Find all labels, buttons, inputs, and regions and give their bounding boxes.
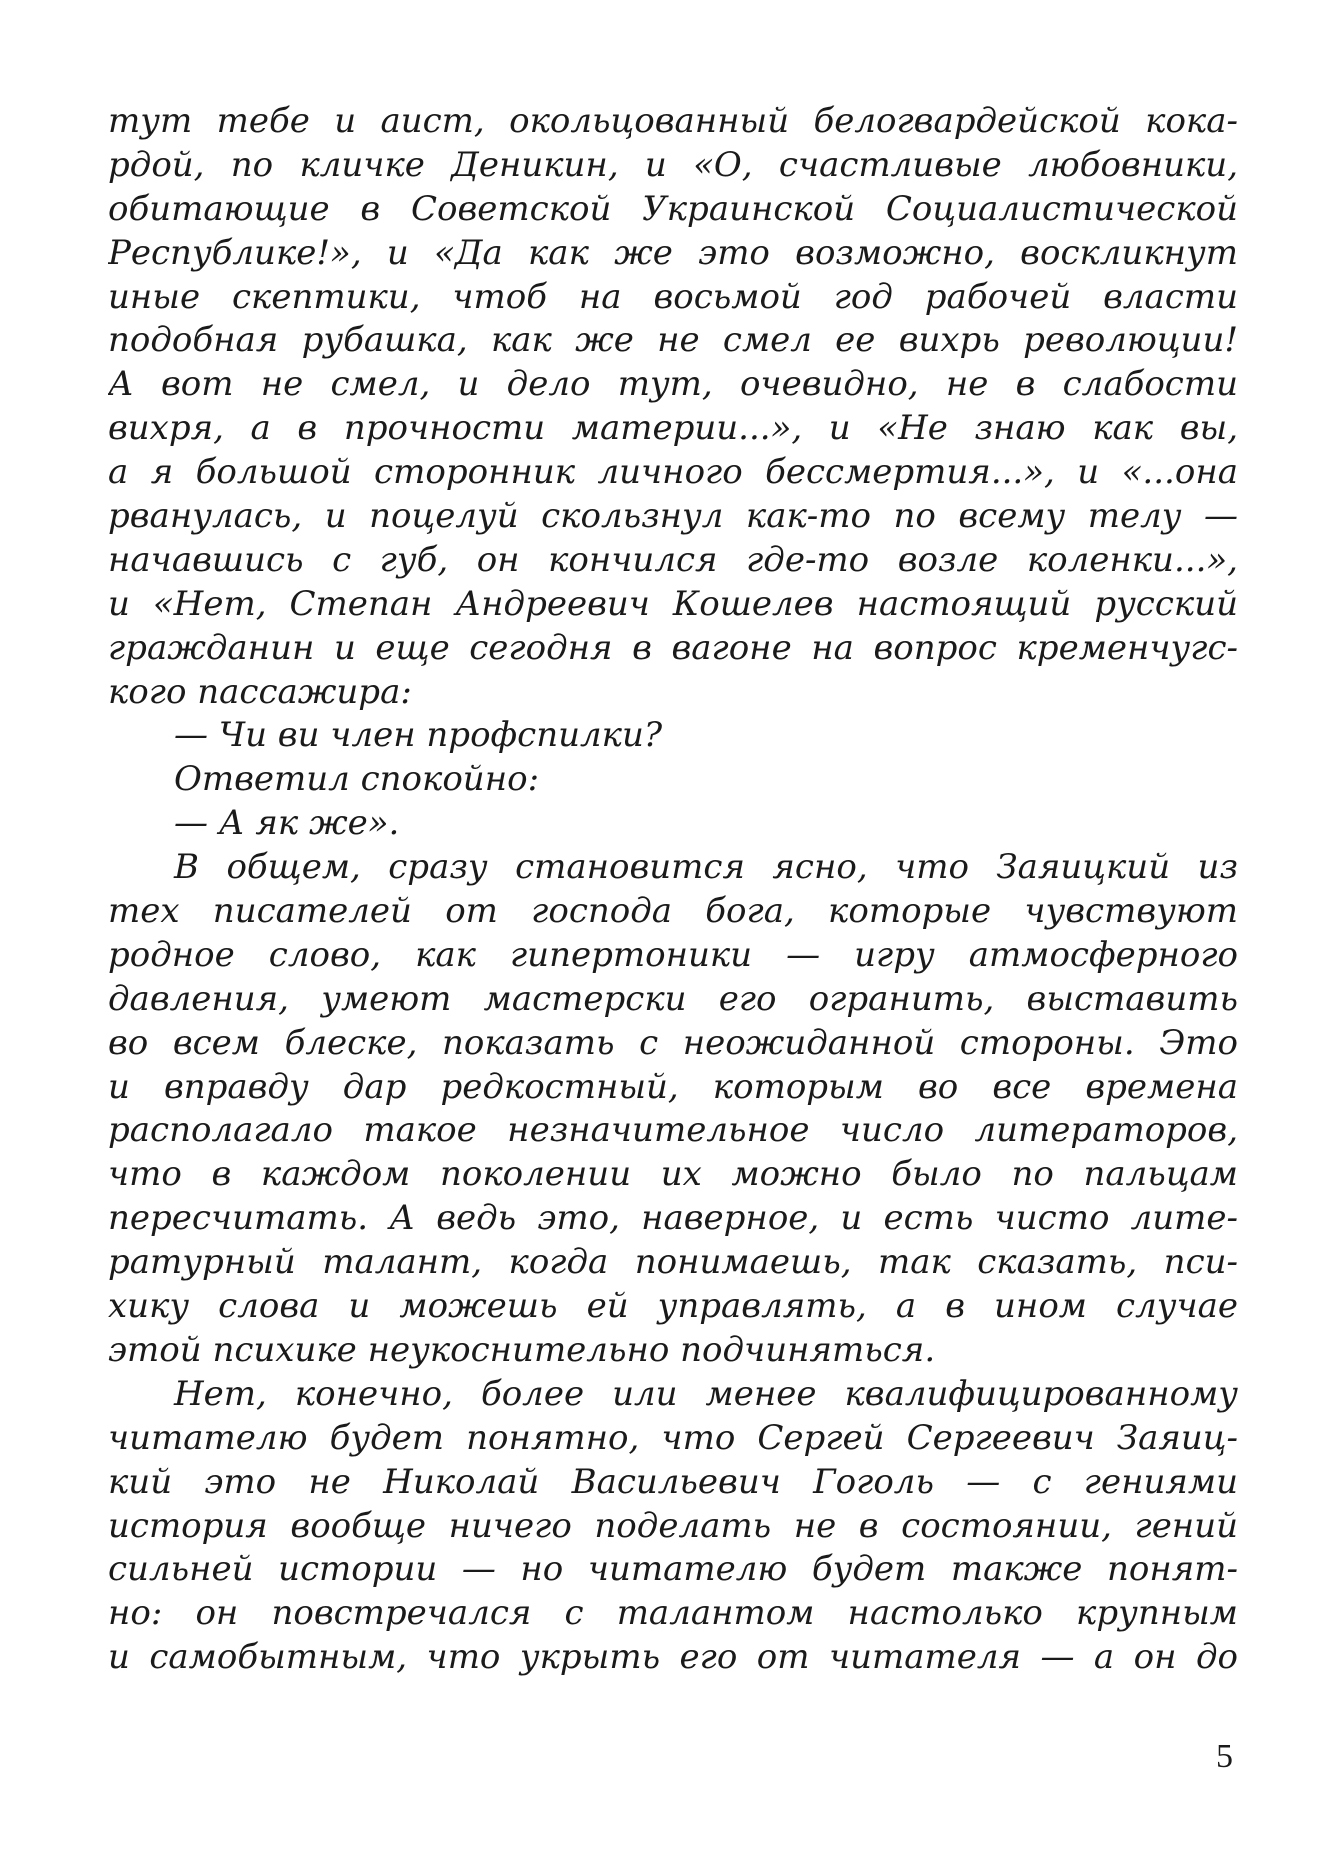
text-line: подобная рубашка, как же не смел ее вихрь революции! bbox=[108, 320, 1238, 361]
text-line: А вот не смел, и дело тут, очевидно, не в слабости bbox=[108, 364, 1238, 405]
text-line: и самобытным, что укрыть его от читателя — а он до bbox=[108, 1637, 1238, 1678]
body-text bbox=[108, 100, 1238, 1680]
text-line: кого пассажира: bbox=[108, 671, 412, 712]
dialogue-line: — А як же». bbox=[174, 803, 400, 844]
text-line: и вправду дар редкостный, которым во все времена bbox=[108, 1066, 1238, 1107]
text-line: этой психике неукоснительно подчиняться. bbox=[108, 1329, 936, 1370]
paragraph-first-line: В общем, сразу становится ясно, что Заяицкий из bbox=[174, 847, 1238, 888]
text-line: ратурный талант, когда понимаешь, так сказать, пси- bbox=[108, 1242, 1238, 1283]
dialogue-line: — Чи ви член профспилки? bbox=[174, 715, 663, 756]
page-number: 5 bbox=[1216, 1738, 1233, 1775]
text-line: тех писателей от господа бога, которые чувствуют bbox=[108, 891, 1238, 932]
text-line: располагало такое незначительное число литераторов, bbox=[108, 1110, 1238, 1151]
text-line: кий это не Николай Васильевич Гоголь — с гениями bbox=[108, 1461, 1238, 1502]
text-line: читателю будет понятно, что Сергей Сергеевич Заяиц- bbox=[108, 1417, 1238, 1458]
text-line: рдой, по кличке Деникин, и «О, счастливые любовники, bbox=[108, 144, 1238, 185]
text-line: гражданин и еще сегодня в вагоне на вопрос кременчугс- bbox=[108, 627, 1238, 668]
text-line: давления, умеют мастерски его огранить, выставить bbox=[108, 978, 1238, 1019]
text-line: рванулась, и поцелуй скользнул как-то по всему телу — bbox=[108, 496, 1238, 537]
paragraph-first-line: Нет, конечно, более или менее квалифицированному bbox=[174, 1373, 1238, 1414]
text-line: во всем блеске, показать с неожиданной стороны. Это bbox=[108, 1022, 1238, 1063]
text-line: сильней истории — но читателю будет также понят- bbox=[108, 1549, 1238, 1590]
text-line: вихря, а в прочности материи...», и «Не знаю как вы, bbox=[108, 408, 1238, 449]
text-line: что в каждом поколении их можно было по пальцам bbox=[108, 1154, 1238, 1195]
text-line: хику слова и можешь ей управлять, а в ином случае bbox=[108, 1286, 1238, 1327]
text-line: иные скептики, чтоб на восьмой год рабочей власти bbox=[108, 276, 1238, 317]
text-line: но: он повстречался с талантом настолько крупным bbox=[108, 1593, 1238, 1634]
text-line: пересчитать. А ведь это, наверное, и есть чисто лите- bbox=[108, 1198, 1238, 1239]
text-line: Республике!», и «Да как же это возможно, воскликнут bbox=[108, 232, 1238, 273]
text-line: и «Нет, Степан Андреевич Кошелев настоящий русский bbox=[108, 583, 1238, 624]
text-line: обитающие в Советской Украинской Социалистической bbox=[108, 188, 1238, 229]
text-line: тут тебе и аист, окольцованный белогвардейской кока- bbox=[108, 101, 1238, 141]
text-line: родное слово, как гипертоники — игру атмосферного bbox=[108, 934, 1238, 975]
text-line: история вообще ничего поделать не в состоянии, гений bbox=[108, 1505, 1238, 1546]
text-line: Ответил спокойно: bbox=[174, 759, 540, 800]
text-line: начавшись с губ, он кончился где-то возле коленки...», bbox=[108, 539, 1238, 580]
text-line: а я большой сторонник личного бессмертия...», и «...она bbox=[108, 452, 1238, 493]
